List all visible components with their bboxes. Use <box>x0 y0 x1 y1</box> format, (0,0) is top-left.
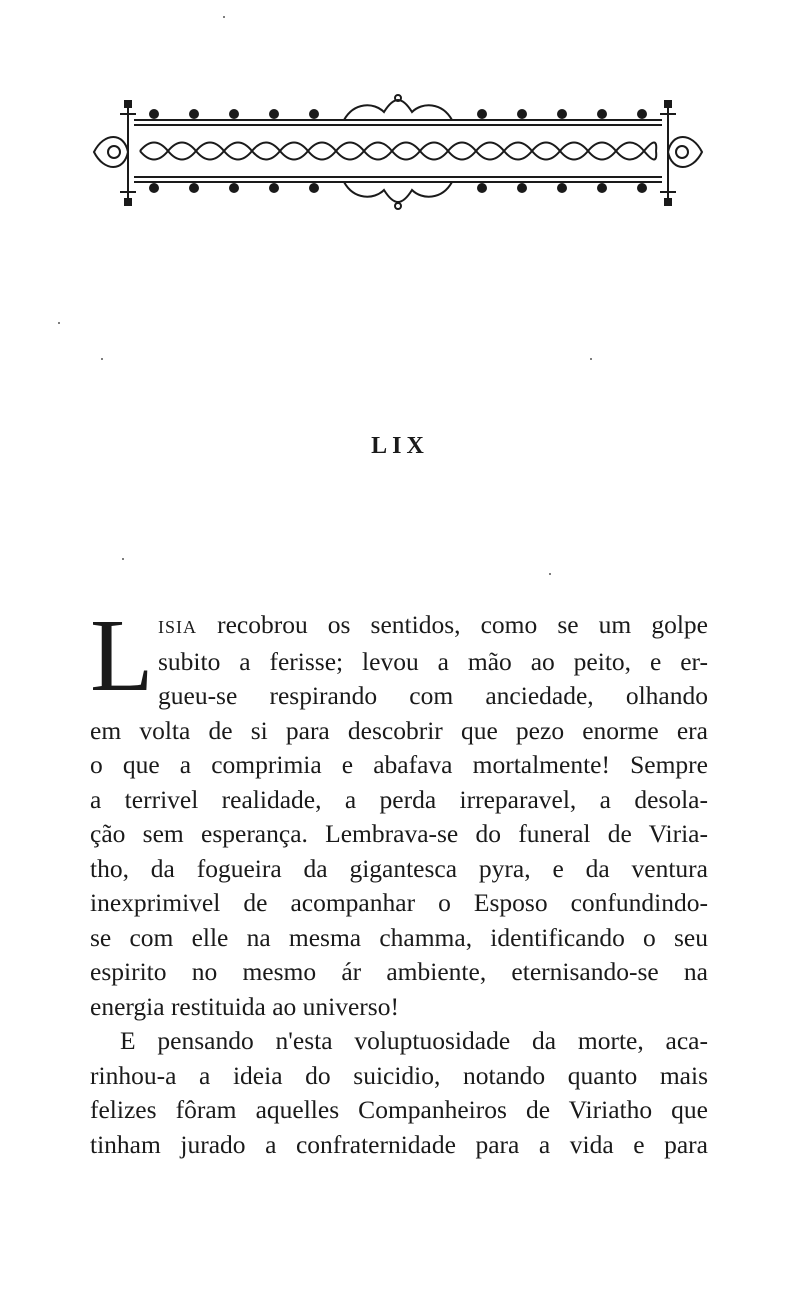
text-line: felizes fôram aquelles Companheiros de Viriatho que <box>90 1095 708 1124</box>
text-line: inexprimivel de acompanhar o Esposo confundindo- <box>90 888 708 917</box>
text-line: E pensando n'esta voluptuosidade da morte, aca- <box>120 1026 708 1055</box>
text-line: se com elle na mesma chamma, identificando o seu <box>90 922 708 952</box>
text-line: o que a comprimia e abafava mortalmente! Sempre <box>90 750 708 779</box>
scan-speck <box>223 16 225 18</box>
text-line: tinham jurado a confraternidade para a vida e para <box>90 1129 708 1159</box>
text-line: rinhou-a a ideia do suicidio, notando quanto mais <box>90 1060 708 1090</box>
scan-speck <box>549 573 551 575</box>
text-line: ção sem esperança. Lembrava-se do funeral de Viria- <box>90 819 708 848</box>
first-word-smallcaps: ISIA <box>158 617 197 637</box>
body-text <box>90 608 708 1162</box>
scan-speck <box>590 358 592 360</box>
text-line-last: energia restituida ao universo! <box>90 991 399 1021</box>
ornamental-header-icon <box>84 92 712 214</box>
chapter-title: LIX <box>371 433 429 459</box>
drop-cap-letter: L <box>90 598 154 713</box>
text-line: em volta de si para descobrir que pezo enorme era <box>90 715 708 745</box>
text-line: tho, da fogueira da gigantesca pyra, e da ventura <box>90 853 708 883</box>
text-line-content: recobrou os sentidos, como se um golpe <box>217 610 709 639</box>
text-line: a terrivel realidade, a perda irreparavel, a desola- <box>90 784 708 814</box>
scan-speck <box>101 358 103 360</box>
text-line: espirito no mesmo ár ambiente, eternisando-se na <box>90 957 708 986</box>
text-line: subito a ferisse; levou a mão ao peito, e er- <box>158 646 708 676</box>
text-line: gueu-se respirando com anciedade, olhando <box>158 681 708 710</box>
scan-speck <box>58 322 60 324</box>
scan-speck <box>122 558 124 560</box>
text-line <box>90 608 708 645</box>
